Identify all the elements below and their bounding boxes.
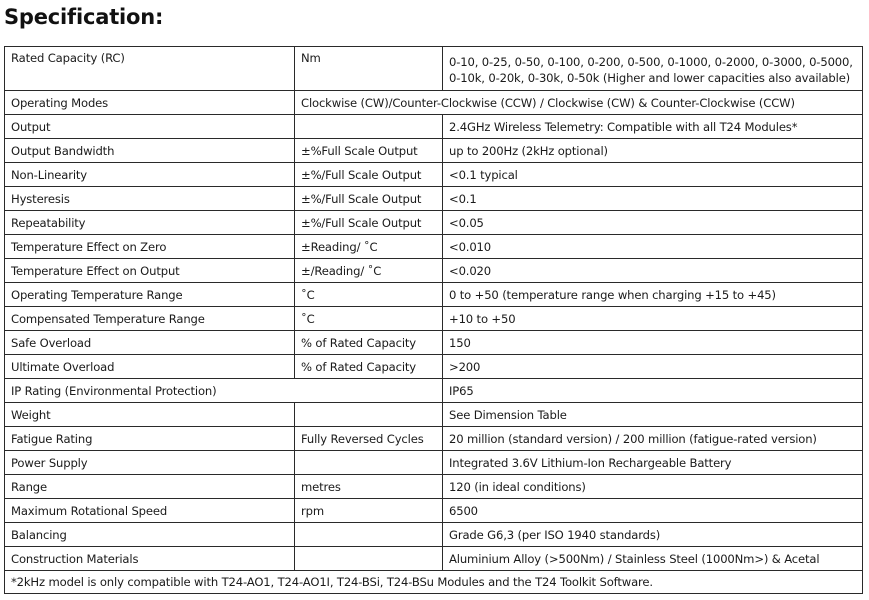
param-cell: Output: [5, 115, 295, 139]
table-row: [5, 475, 863, 499]
unit-cell: [295, 403, 443, 427]
table-row: [5, 91, 863, 115]
table-row: [5, 115, 863, 139]
table-row: [5, 523, 863, 547]
param-cell: Range: [5, 475, 295, 499]
unit-cell: ±%/Full Scale Output: [295, 211, 443, 235]
value-cell: See Dimension Table: [443, 403, 863, 427]
value-cell: 2.4GHz Wireless Telemetry: Compatible with all T24 Modules*: [443, 115, 863, 139]
value-cell: Aluminium Alloy (>500Nm) / Stainless Steel (1000Nm>) & Acetal: [443, 547, 863, 571]
param-cell: Temperature Effect on Zero: [5, 235, 295, 259]
param-cell: Output Bandwidth: [5, 139, 295, 163]
table-row: [5, 379, 863, 403]
param-cell: Operating Modes: [5, 91, 295, 115]
table-row: [5, 211, 863, 235]
value-line: 0-10k, 0-20k, 0-30k, 0-50k (Higher and lower capacities also available): [449, 71, 851, 85]
param-cell: Safe Overload: [5, 331, 295, 355]
unit-cell: ±Reading/ ˚C: [295, 235, 443, 259]
value-cell: [443, 47, 863, 91]
param-cell: Power Supply: [5, 451, 295, 475]
unit-cell: ±%Full Scale Output: [295, 139, 443, 163]
unit-cell: metres: [295, 475, 443, 499]
table-row: [5, 139, 863, 163]
unit-cell: ±%/Full Scale Output: [295, 187, 443, 211]
value-cell: <0.010: [443, 235, 863, 259]
unit-cell: rpm: [295, 499, 443, 523]
param-cell: Fatigue Rating: [5, 427, 295, 451]
param-cell: Operating Temperature Range: [5, 283, 295, 307]
page-title: Specification:: [4, 5, 164, 29]
table-row: [5, 235, 863, 259]
value-cell: <0.1: [443, 187, 863, 211]
footnote-row: [5, 571, 863, 594]
param-cell: Compensated Temperature Range: [5, 307, 295, 331]
param-cell: Non-Linearity: [5, 163, 295, 187]
unit-cell: [295, 115, 443, 139]
table-row: [5, 355, 863, 379]
table-row: [5, 307, 863, 331]
value-cell: +10 to +50: [443, 307, 863, 331]
value-cell: Grade G6,3 (per ISO 1940 standards): [443, 523, 863, 547]
param-cell: Temperature Effect on Output: [5, 259, 295, 283]
param-cell: IP Rating (Environmental Protection): [5, 379, 443, 403]
table-row: [5, 451, 863, 475]
param-cell: Rated Capacity (RC): [5, 47, 295, 91]
value-cell: 120 (in ideal conditions): [443, 475, 863, 499]
footnote: *2kHz model is only compatible with T24-AO1, T24-AO1I, T24-BSi, T24-BSu Modules and the T24 Toolkit Software.: [5, 571, 863, 594]
unit-cell: ˚C: [295, 283, 443, 307]
param-cell: Weight: [5, 403, 295, 427]
param-cell: Hysteresis: [5, 187, 295, 211]
table-row: [5, 547, 863, 571]
unit-cell: ˚C: [295, 307, 443, 331]
table-row: [5, 163, 863, 187]
unit-cell: Fully Reversed Cycles: [295, 427, 443, 451]
unit-cell: Nm: [295, 47, 443, 91]
value-cell: >200: [443, 355, 863, 379]
unit-cell: [295, 523, 443, 547]
value-cell: <0.05: [443, 211, 863, 235]
param-cell: Construction Materials: [5, 547, 295, 571]
param-cell: Maximum Rotational Speed: [5, 499, 295, 523]
table-row: [5, 259, 863, 283]
unit-cell: % of Rated Capacity: [295, 331, 443, 355]
table-row: [5, 283, 863, 307]
value-cell: <0.020: [443, 259, 863, 283]
unit-cell: Clockwise (CW)/Counter-Clockwise (CCW) / Clockwise (CW) & Counter-Clockwise (CCW): [295, 91, 863, 115]
table-row: [5, 403, 863, 427]
specification-table: [4, 46, 863, 594]
value-cell: 0 to +50 (temperature range when charging +15 to +45): [443, 283, 863, 307]
value-cell: up to 200Hz (2kHz optional): [443, 139, 863, 163]
value-cell: 150: [443, 331, 863, 355]
param-cell: Repeatability: [5, 211, 295, 235]
value-cell: 6500: [443, 499, 863, 523]
unit-cell: % of Rated Capacity: [295, 355, 443, 379]
table-row: [5, 47, 863, 91]
unit-cell: ±/Reading/ ˚C: [295, 259, 443, 283]
param-cell: Ultimate Overload: [5, 355, 295, 379]
unit-cell: ±%/Full Scale Output: [295, 163, 443, 187]
value-cell: <0.1 typical: [443, 163, 863, 187]
value-cell: IP65: [443, 379, 863, 403]
param-cell: Balancing: [5, 523, 295, 547]
table-row: [5, 499, 863, 523]
table-row: [5, 187, 863, 211]
table-row: [5, 427, 863, 451]
unit-cell: [295, 451, 443, 475]
value-cell: Integrated 3.6V Lithium-Ion Rechargeable Battery: [443, 451, 863, 475]
value-cell: 20 million (standard version) / 200 million (fatigue-rated version): [443, 427, 863, 451]
value-line: 0-10, 0-25, 0-50, 0-100, 0-200, 0-500, 0-1000, 0-2000, 0-3000, 0-5000,: [449, 55, 853, 69]
table-row: [5, 331, 863, 355]
unit-cell: [295, 547, 443, 571]
